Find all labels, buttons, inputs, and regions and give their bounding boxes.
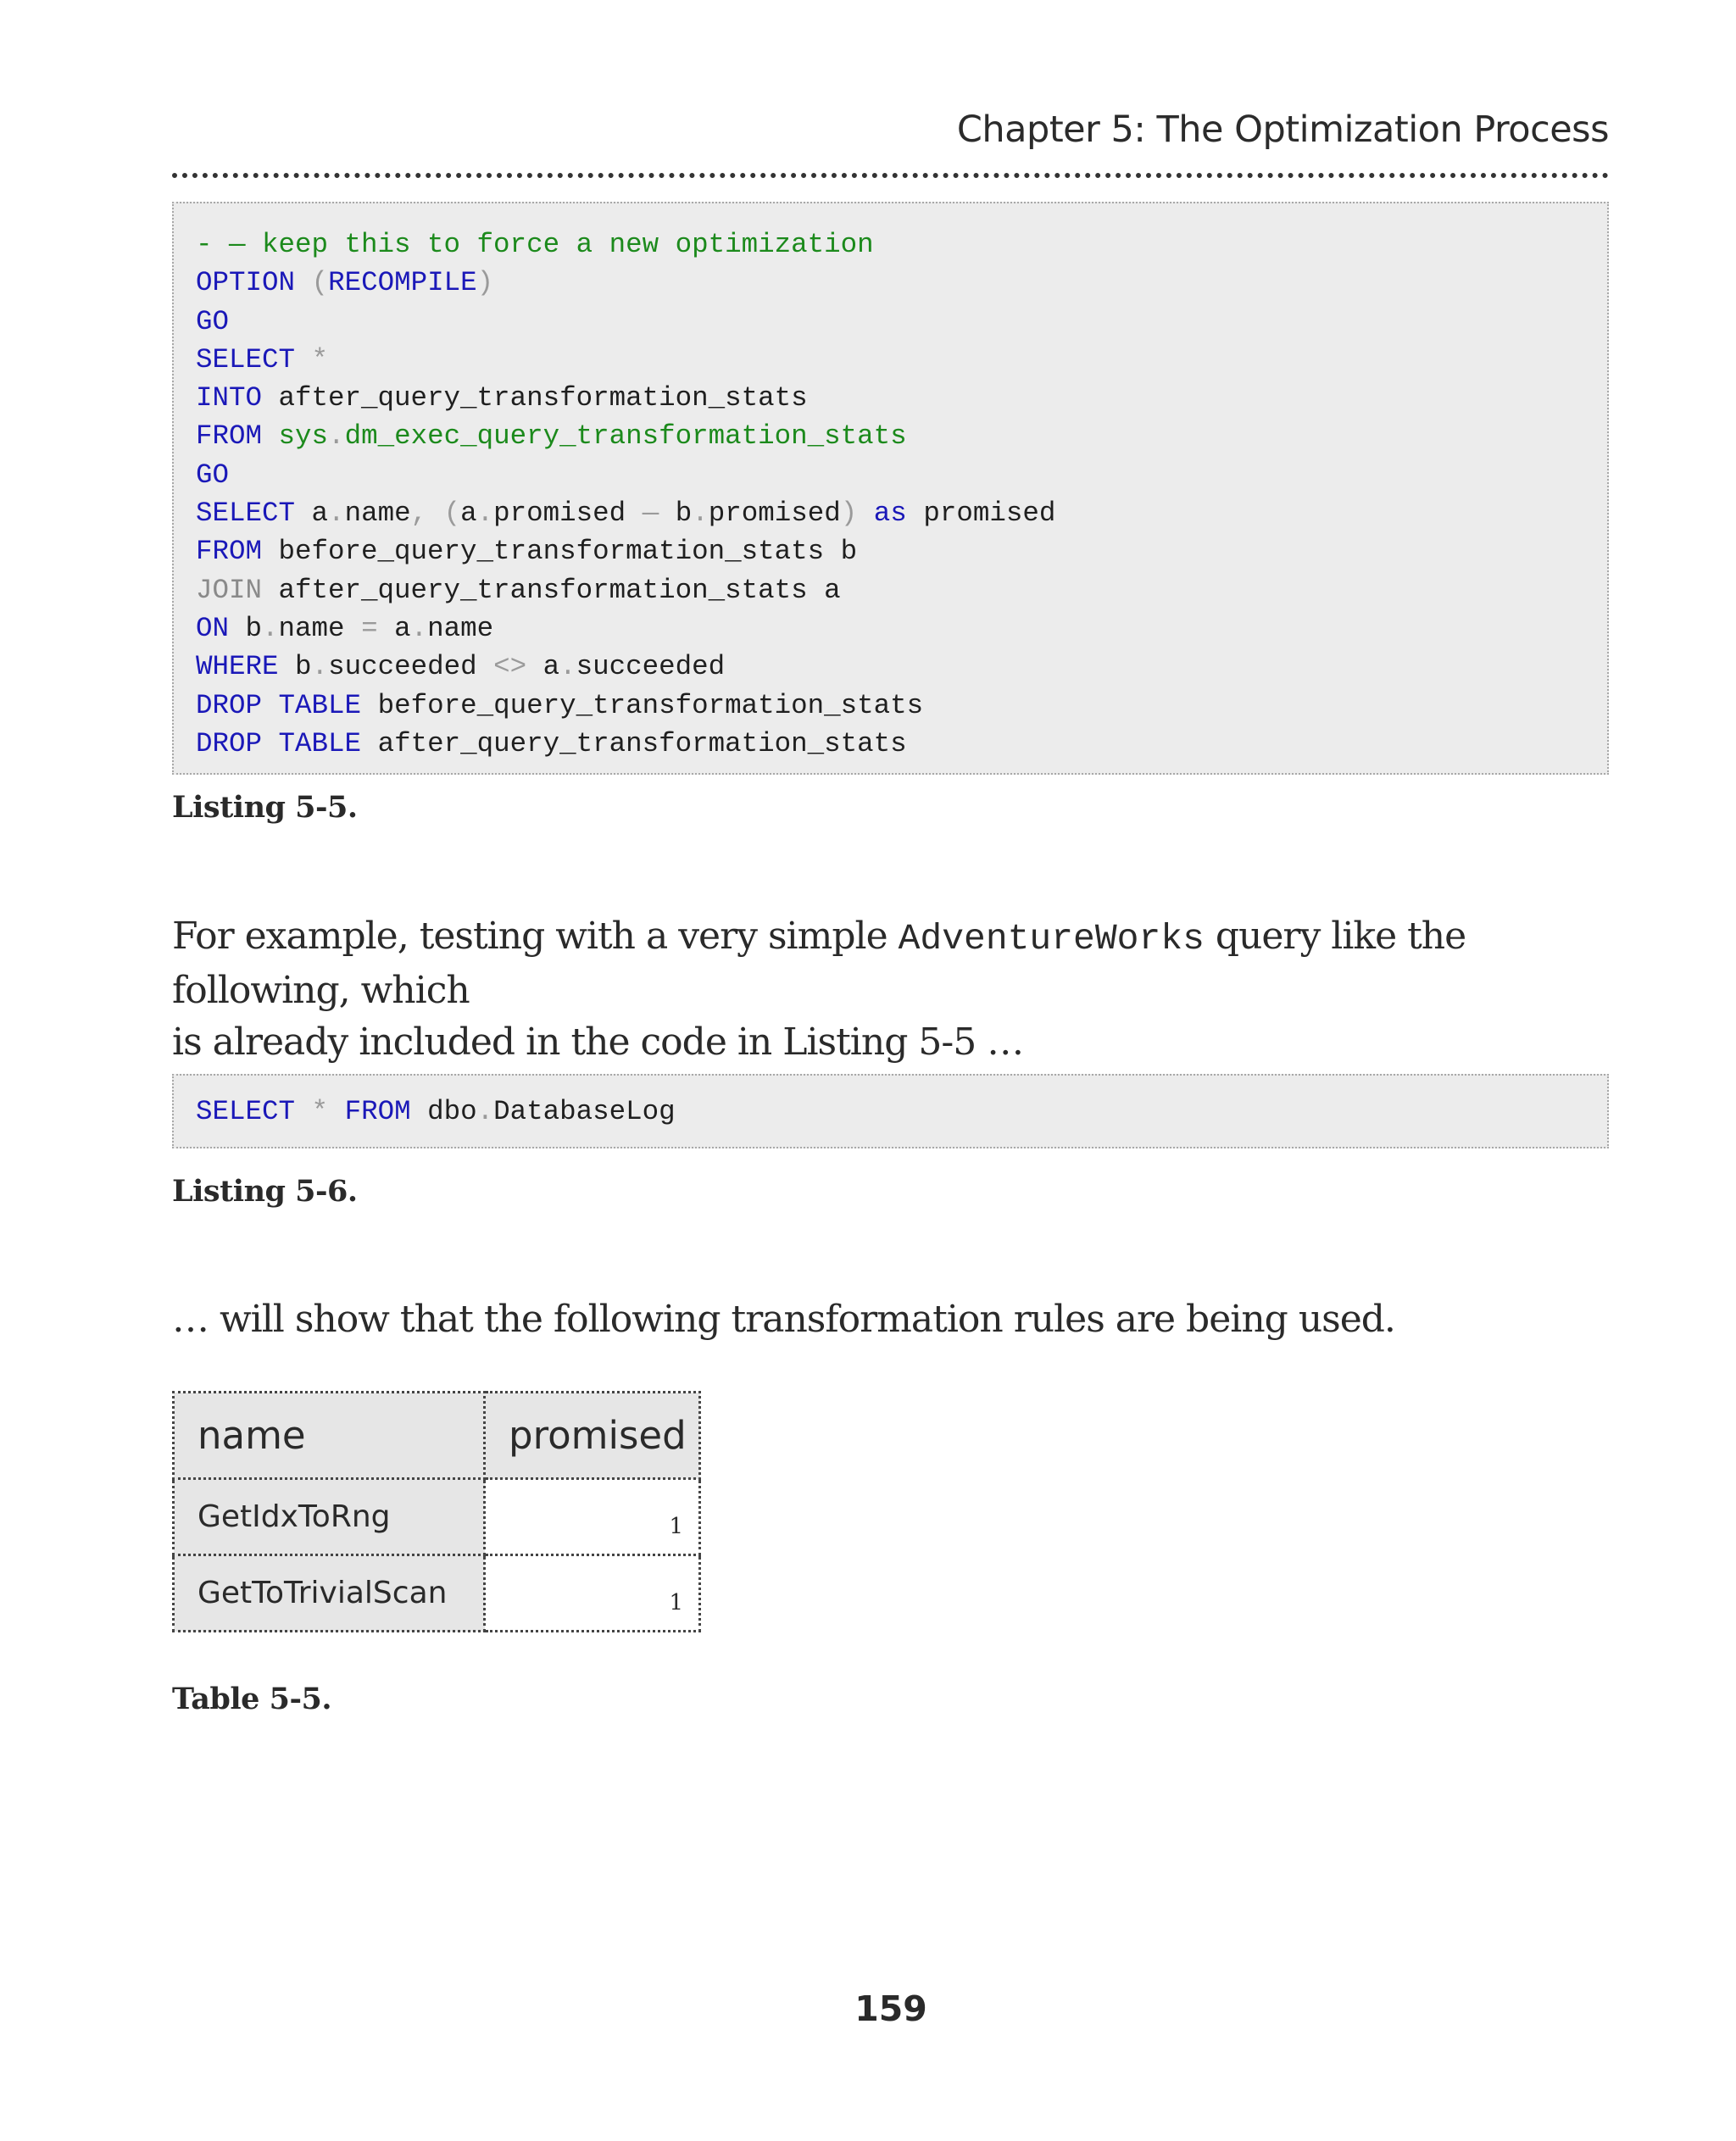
code-token: a: [526, 651, 560, 683]
code-token: ): [476, 267, 494, 299]
code-line: [196, 725, 1607, 763]
code-token: promised: [493, 498, 643, 530]
code-token: promised: [906, 498, 1056, 530]
code-token: [295, 344, 312, 375]
code-token: [295, 267, 312, 298]
code-token: b: [278, 651, 312, 683]
code-token: dbo: [410, 1096, 477, 1127]
code-token: *: [311, 1096, 329, 1127]
column-header-promised: promised: [485, 1393, 700, 1479]
code-token: TABLE: [278, 689, 362, 721]
code-line: [196, 1093, 1607, 1131]
cell-name: GetToTrivialScan: [174, 1555, 485, 1632]
paragraph-line-1: [172, 910, 1613, 1016]
code-token: .: [262, 612, 279, 644]
paragraph-text: For example, testing with a very simple: [172, 915, 899, 958]
table-5-5-caption: Table 5-5.: [172, 1682, 332, 1716]
header-rule: [172, 173, 1609, 178]
code-token: a: [460, 498, 477, 530]
code-token: (: [443, 498, 461, 530]
code-token: b: [659, 498, 693, 530]
code-token: as: [873, 498, 907, 530]
code-line: [196, 687, 1607, 725]
code-token: JOIN: [196, 574, 263, 606]
code-line: [196, 532, 1607, 570]
code-line: [196, 341, 1607, 379]
code-token: WHERE: [196, 651, 279, 683]
code-listing-5-5: [172, 202, 1609, 775]
paragraph-intro: [172, 910, 1613, 1068]
code-token: ON: [196, 612, 230, 644]
code-token: succeeded: [328, 651, 494, 683]
code-token: promised: [708, 498, 841, 530]
code-token: [328, 1096, 345, 1127]
code-token: FROM: [196, 536, 263, 568]
code-token: DatabaseLog: [493, 1096, 676, 1127]
code-token: SELECT: [196, 498, 296, 530]
code-token: [262, 690, 279, 721]
listing-5-6-caption: Listing 5-6.: [172, 1174, 358, 1209]
code-token: [262, 420, 279, 452]
cell-promised: 1: [485, 1479, 700, 1555]
code-token: .: [311, 651, 329, 683]
code-line: [196, 303, 1607, 341]
code-token: [857, 498, 874, 529]
code-token: .: [328, 420, 345, 453]
code-token: before_query_transformation_stats b: [262, 536, 858, 568]
code-line: [196, 264, 1607, 302]
code-token: .: [476, 1096, 494, 1127]
code-token: .: [410, 612, 428, 644]
code-line: [196, 379, 1607, 417]
code-token: name: [344, 498, 411, 530]
code-token: ): [840, 498, 858, 530]
listing-5-5-caption: Listing 5-5.: [172, 790, 358, 825]
code-token: TABLE: [278, 727, 362, 759]
code-token: .: [692, 498, 709, 530]
code-token: dm_exec_query_transformation_stats: [344, 420, 907, 453]
code-token: b: [229, 612, 263, 644]
table-header-row: [174, 1393, 700, 1479]
code-token: FROM: [196, 420, 263, 453]
code-line: [196, 417, 1607, 455]
code-token: —: [642, 498, 659, 530]
transformation-rules-table: [172, 1391, 701, 1632]
code-token: INTO: [196, 382, 263, 414]
code-line: [196, 648, 1607, 686]
code-token: <>: [493, 651, 527, 683]
code-token: name: [278, 612, 362, 644]
column-header-name: name: [174, 1393, 485, 1479]
code-token: [262, 728, 279, 759]
table-row: [174, 1555, 700, 1632]
code-line: [196, 494, 1607, 532]
code-line: [196, 609, 1607, 648]
code-token: a: [295, 498, 329, 530]
code-token: - — keep this to force a new optimization: [196, 229, 874, 260]
code-token: SELECT: [196, 343, 296, 375]
code-token: DROP: [196, 727, 263, 759]
code-token: GO: [196, 305, 230, 337]
code-token: SELECT: [196, 1096, 296, 1127]
paragraph-text: query like the following, which: [172, 915, 1466, 1012]
code-token: [427, 498, 444, 529]
code-listing-5-6: [172, 1074, 1609, 1148]
cell-name: GetIdxToRng: [174, 1479, 485, 1555]
paragraph-line-2: is already included in the code in Listing 5-5 …: [172, 1020, 1024, 1064]
code-token: after_query_transformation_stats a: [262, 574, 841, 606]
code-token: GO: [196, 459, 230, 491]
page-number: 159: [854, 1988, 927, 2029]
code-token: after_query_transformation_stats: [262, 382, 808, 414]
code-token: name: [427, 612, 494, 644]
code-line: [196, 456, 1607, 494]
code-token: a: [377, 612, 411, 644]
paragraph-result: … will show that the following transformation rules are being used.: [172, 1298, 1395, 1341]
code-token: .: [328, 498, 345, 530]
code-token: RECOMPILE: [328, 267, 477, 299]
code-token: sys: [278, 420, 329, 453]
cell-promised: 1: [485, 1555, 700, 1632]
code-token: DROP: [196, 689, 263, 721]
code-token: .: [476, 498, 494, 530]
code-token: [295, 1096, 312, 1127]
code-token: before_query_transformation_stats: [361, 689, 924, 721]
table-row: [174, 1479, 700, 1555]
inline-code-adventureworks: AdventureWorks: [898, 918, 1205, 959]
code-token: after_query_transformation_stats: [361, 727, 907, 759]
code-token: ,: [410, 498, 428, 530]
code-line: [196, 225, 1607, 264]
code-token: OPTION: [196, 267, 296, 299]
code-token: succeeded: [576, 651, 726, 683]
code-token: FROM: [344, 1096, 411, 1127]
running-header: Chapter 5: The Optimization Process: [956, 108, 1609, 151]
code-token: =: [361, 612, 378, 644]
code-line: [196, 571, 1607, 609]
code-token: *: [311, 343, 329, 375]
code-token: .: [559, 651, 576, 683]
code-token: (: [311, 267, 329, 299]
